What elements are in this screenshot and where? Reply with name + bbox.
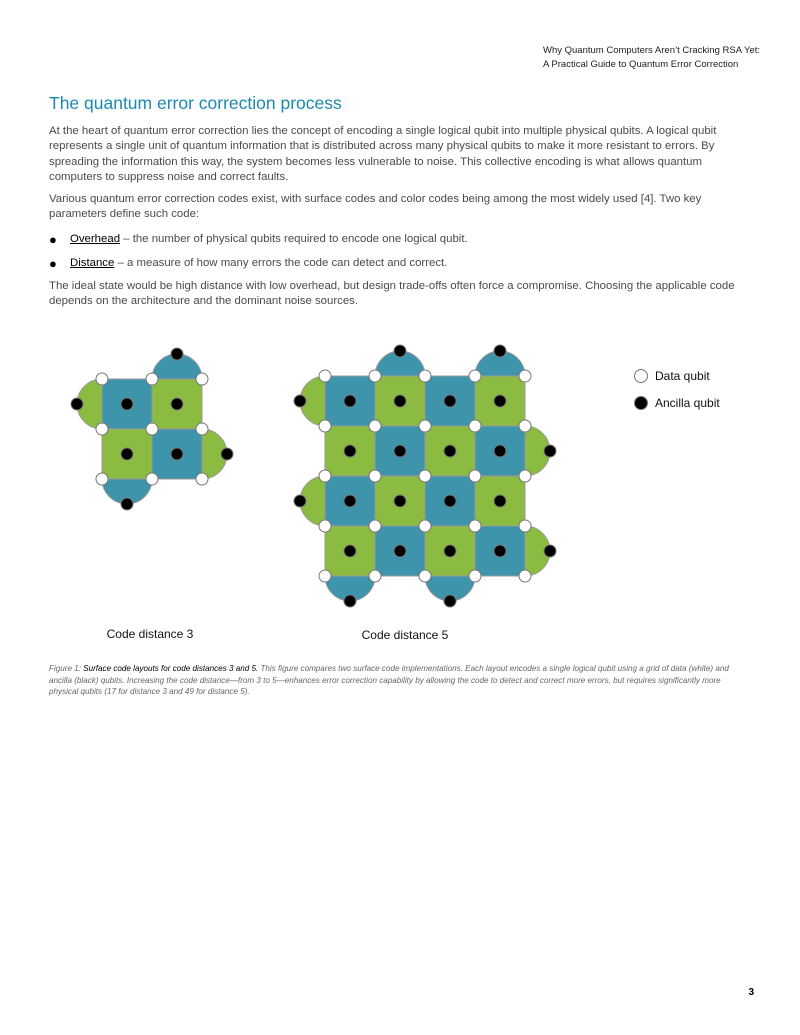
label-distance-5: Code distance 5: [361, 628, 449, 642]
ancilla-qubit: [171, 448, 183, 460]
paragraph-tradeoff: The ideal state would be high distance with low overhead, but design trade-offs often force a compromise. Choosing the applicable code depends on the architecture and the dominant noise sources.: [49, 280, 735, 308]
data-qubit: [319, 520, 331, 532]
data-qubit: [419, 470, 431, 482]
ancilla-qubit: [394, 545, 406, 557]
caption-prefix: Figure 1:: [49, 664, 84, 673]
data-qubit: [419, 520, 431, 532]
data-qubit: [419, 370, 431, 382]
bullet-icon: ●: [49, 232, 57, 247]
ancilla-qubit: [544, 445, 556, 457]
paragraph-intro: At the heart of quantum error correction lies the concept of encoding a single logical qubit into multiple physical qubits. A logical qubit represents a single unit of quantum information that is distributed across many physical qubits to make it more resistant to errors. By spreading the information this way, the system becomes less vulnerable to noise. This collective encoding is what allows quantum computers to suppress noise and correct faults.: [49, 125, 717, 183]
overhead-definition: – the number of physical qubits required to encode one logical qubit.: [120, 233, 468, 245]
data-qubit: [319, 370, 331, 382]
legend-ancilla-label: Ancilla qubit: [655, 396, 720, 410]
ancilla-qubit: [494, 395, 506, 407]
data-qubit: [196, 373, 208, 385]
data-qubit: [96, 473, 108, 485]
caption-title: Surface code layouts for code distances 3 and 5.: [83, 664, 259, 673]
ancilla-qubit: [494, 545, 506, 557]
distance-definition: – a measure of how many errors the code can detect and correct.: [114, 256, 448, 269]
label-distance-3: Code distance 3: [106, 627, 194, 641]
data-qubit: [469, 420, 481, 432]
data-qubit-legend-icon: [635, 370, 648, 383]
legend-data-label: Data qubit: [655, 369, 710, 383]
data-qubit: [519, 370, 531, 382]
data-qubit: [469, 570, 481, 582]
term-distance: Distance: [70, 256, 115, 269]
ancilla-qubit: [71, 398, 83, 410]
ancilla-qubit: [221, 448, 233, 460]
data-qubit: [319, 570, 331, 582]
ancilla-qubit: [494, 495, 506, 507]
header-line-2: A Practical Guide to Quantum Error Correction: [542, 59, 739, 70]
data-qubit: [369, 370, 381, 382]
term-overhead: Overhead: [70, 233, 121, 245]
ancilla-qubit: [171, 398, 183, 410]
ancilla-qubit: [121, 398, 133, 410]
ancilla-qubit: [344, 545, 356, 557]
header-line-1: Why Quantum Computers Aren’t Cracking RSA Yet:: [542, 45, 760, 56]
data-qubit: [519, 470, 531, 482]
ancilla-qubit: [344, 445, 356, 457]
ancilla-qubit: [494, 445, 506, 457]
ancilla-qubit: [344, 595, 356, 607]
data-qubit: [469, 470, 481, 482]
data-qubit: [96, 423, 108, 435]
ancilla-qubit: [344, 395, 356, 407]
ancilla-qubit-legend-icon: [635, 397, 648, 410]
ancilla-qubit: [294, 395, 306, 407]
ancilla-qubit: [394, 345, 406, 357]
data-qubit: [369, 470, 381, 482]
ancilla-qubit: [294, 495, 306, 507]
data-qubit: [319, 470, 331, 482]
data-qubit: [369, 420, 381, 432]
data-qubit: [196, 473, 208, 485]
bullet-icon: ●: [49, 255, 57, 271]
data-qubit: [519, 520, 531, 532]
ancilla-qubit: [121, 448, 133, 460]
data-qubit: [146, 473, 158, 485]
data-qubit: [469, 520, 481, 532]
distance-5-layout: [294, 345, 556, 607]
data-qubit: [519, 570, 531, 582]
ancilla-qubit: [344, 495, 356, 507]
ancilla-qubit: [494, 345, 506, 357]
caption-text: This figure compares two surface code implementations. Each layout encodes a single logical qubit using a grid of data (white) and ancilla (black) qubits. Increasing the code distance—from 3 to 5—enhances error correction capability by allowing the code to detect and correct more errors, but requires significantly more physical qubits (17 for distance 3 and 49 for distance 5).: [49, 664, 729, 696]
ancilla-qubit: [394, 495, 406, 507]
ancilla-qubit: [444, 595, 456, 607]
ancilla-qubit: [444, 545, 456, 557]
section-title: The quantum error correction process: [49, 93, 342, 113]
figure-caption: [49, 663, 739, 698]
ancilla-qubit: [444, 495, 456, 507]
ancilla-qubit: [121, 498, 133, 510]
data-qubit: [469, 370, 481, 382]
ancilla-qubit: [444, 445, 456, 457]
ancilla-qubit: [394, 395, 406, 407]
data-qubit: [419, 570, 431, 582]
data-qubit: [146, 423, 158, 435]
legend: [635, 369, 721, 410]
ancilla-qubit: [544, 545, 556, 557]
data-qubit: [369, 520, 381, 532]
distance-3-layout: [71, 348, 233, 510]
data-qubit: [369, 570, 381, 582]
data-qubit: [196, 423, 208, 435]
data-qubit: [319, 420, 331, 432]
paragraph-codes: Various quantum error correction codes exist, with surface codes and color codes being among the most widely used [4]. Two key parameters define such code:: [49, 193, 702, 221]
data-qubit: [419, 420, 431, 432]
page-number: 3: [748, 987, 754, 998]
ancilla-qubit: [171, 348, 183, 360]
data-qubit: [519, 420, 531, 432]
data-qubit: [146, 373, 158, 385]
ancilla-qubit: [444, 395, 456, 407]
ancilla-qubit: [394, 445, 406, 457]
data-qubit: [96, 373, 108, 385]
